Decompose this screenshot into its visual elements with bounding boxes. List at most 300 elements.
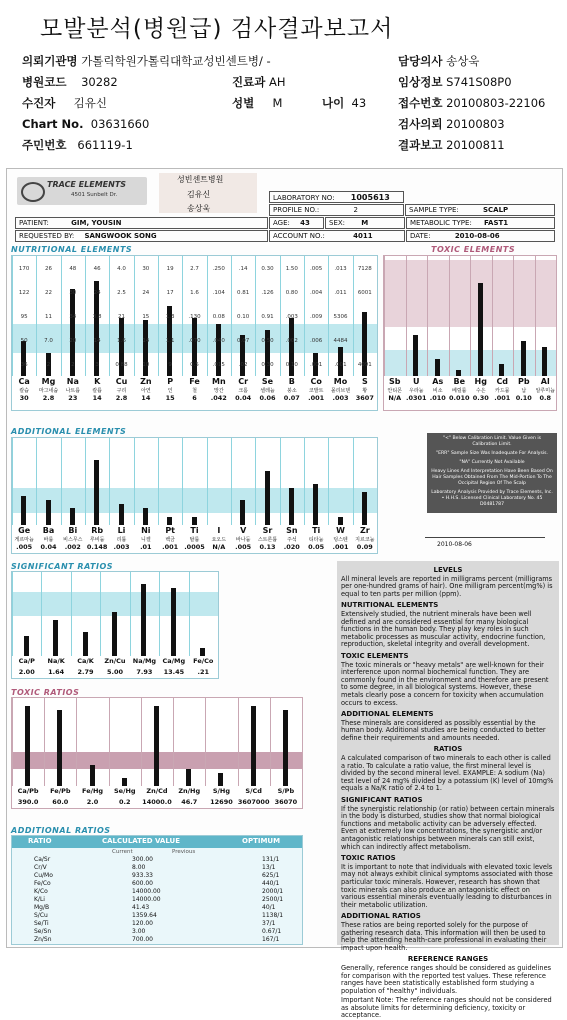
grid-line <box>61 438 62 525</box>
metabolic-box <box>406 217 555 229</box>
tick-label: 11 <box>44 314 52 320</box>
hospital-code-label: 병원코드 <box>22 75 67 89</box>
tox-text: It is important to note that individuals with elevated toxic levels may not always exhibit clinical symptoms associated with those particular toxic minerals. However, research has shown that toxic minerals can also produce an antagonistic effect on various essential minerals eventually leading to disturbances in their metabolic utilization. <box>341 862 553 909</box>
tick-label: 0.50 <box>261 338 274 344</box>
table-cell: 3.00 <box>132 928 146 935</box>
chart-no-label: Chart No. <box>22 117 84 131</box>
value-label: .001 <box>332 543 349 551</box>
value-label: 2.8 <box>115 394 128 402</box>
tick-label: 50 <box>20 338 28 344</box>
grid-line <box>182 438 183 525</box>
value-label: 0.04 <box>235 394 252 402</box>
table-cell: 933.33 <box>132 872 153 879</box>
category-korean-label: 알루미늄 <box>535 388 555 394</box>
grid-line <box>130 572 131 656</box>
addr-heading: ADDITIONAL RATIOS <box>341 912 421 921</box>
value-label: .01 <box>140 543 152 551</box>
age-box <box>269 217 324 229</box>
tick-label: 2.5 <box>117 290 126 296</box>
tick-label: 1.6 <box>190 290 199 296</box>
value-label: 12690 <box>210 798 233 806</box>
table-cell: 2000/1 <box>262 888 284 895</box>
sex-box <box>325 217 405 229</box>
explanation-text <box>337 561 559 1020</box>
grid-line <box>159 572 160 656</box>
category-korean-label: 망간 <box>213 388 224 394</box>
bar <box>46 500 51 525</box>
tick-label: .005 <box>310 266 323 272</box>
category-label: Na <box>66 377 79 386</box>
grid-line <box>427 256 428 376</box>
tick-label: 24 <box>93 290 101 296</box>
tick-label: 2.7 <box>190 266 199 272</box>
category-label: Pt <box>165 526 175 535</box>
category-label: Hg <box>474 377 487 386</box>
tick-label: 34 <box>69 314 77 320</box>
bar <box>338 517 343 525</box>
category-label: Ca/K <box>77 657 94 665</box>
category-korean-label: 카드뮴 <box>495 388 510 394</box>
tick-label: .006 <box>310 338 323 344</box>
tick-label: 14 <box>93 338 101 344</box>
category-label: Zn/Hg <box>178 787 201 795</box>
grid-line <box>280 438 281 525</box>
tick-label: .009 <box>310 314 323 320</box>
report-date-label: 결과보고 <box>398 138 443 152</box>
header-left <box>22 51 352 156</box>
hospital-kr: 성빈센트병원 <box>177 175 224 184</box>
category-korean-label: 붕소 <box>286 388 297 394</box>
bar <box>154 706 159 786</box>
category-label: Na/Mg <box>132 657 157 665</box>
category-label: Bi <box>68 526 78 535</box>
category-korean-label: 인 <box>167 388 173 394</box>
category-korean-label: 게르마늄 <box>14 537 34 543</box>
bar <box>521 341 526 376</box>
bar <box>141 584 146 656</box>
tick-label: .011 <box>334 290 347 296</box>
ratios-heading: RATIOS <box>433 745 463 754</box>
value-label: .005 <box>235 543 252 551</box>
tick-label: .126 <box>261 290 274 296</box>
grid-line <box>449 256 450 376</box>
category-korean-label: 루비듐 <box>89 537 105 543</box>
tick-label: 24 <box>142 290 150 296</box>
category-korean-label: 코발트 <box>308 388 324 394</box>
category-label: As <box>432 377 444 386</box>
value-label: 0.06 <box>259 394 276 402</box>
category-label: U <box>413 377 420 386</box>
category-label: Na/K <box>47 657 65 665</box>
category-label: Mo <box>333 377 348 386</box>
bar <box>21 341 26 376</box>
value-label: 23 <box>68 394 78 402</box>
toxic-title: TOXIC ELEMENTS <box>431 245 516 254</box>
grid-line <box>109 438 110 525</box>
category-label: Se <box>261 377 274 386</box>
tick-label: 1.1 <box>165 338 175 344</box>
tick-label: 0.91 <box>261 314 274 320</box>
doctor-label: 담당의사 <box>398 54 443 68</box>
bar <box>435 359 440 376</box>
requested-label: REQUESTED BY: <box>19 232 75 240</box>
grid-line <box>406 256 407 376</box>
grid-line <box>36 438 37 525</box>
category-label: Fe/Co <box>193 657 214 665</box>
bar <box>200 648 205 656</box>
tick-label: 22 <box>44 290 52 296</box>
hospital-code-value: 30282 <box>81 75 118 89</box>
value-label: 46.7 <box>181 798 198 806</box>
value-label: 390.0 <box>17 798 39 806</box>
nutri-text: Extensively studied, the nutrient minerals have been well defined and are considered essential for many biological functions in the human body. They play key roles in such metabolic processes as muscular activity, endocrine function, reproduction, skeletal integrity and overall development. <box>341 609 546 649</box>
value-label: 3607000 <box>237 798 270 806</box>
value-label: 0.04 <box>40 543 57 551</box>
signature-line <box>425 527 545 538</box>
table-subheader: Current <box>112 849 133 855</box>
grid-line <box>134 438 135 525</box>
tick-label: 1.3 <box>165 314 175 320</box>
tick-label: .001 <box>334 362 347 368</box>
category-label: Ti <box>190 526 199 535</box>
tick-label: 21 <box>117 314 125 320</box>
doctor-value: 송상욱 <box>446 54 480 68</box>
value-label: 2.0 <box>86 798 99 806</box>
category-label: Fe <box>189 377 200 386</box>
bar <box>218 773 223 786</box>
category-label: Mg <box>41 377 56 386</box>
value-label: 6 <box>192 394 197 402</box>
category-label: Sb <box>389 377 401 386</box>
tick-label: .070 <box>188 338 201 344</box>
category-korean-label: 티타늄 <box>308 537 324 543</box>
page-title: 모발분석(병원급) 검사결과보고서 <box>40 16 394 42</box>
toxic-ratios-chart <box>11 697 303 809</box>
table-cell: 0.67/1 <box>262 928 282 935</box>
sample-value: SCALP <box>482 206 509 214</box>
category-label: Fe/Pb <box>50 787 71 795</box>
category-korean-label: 비스무스 <box>63 537 83 543</box>
tick-label: 0.07 <box>237 338 250 344</box>
tick-label: 9 <box>168 362 172 368</box>
table-cell: 1138/1 <box>262 912 284 919</box>
sig-heading: SIGNIFICANT RATIOS <box>341 796 423 805</box>
table-cell: 14000.00 <box>132 896 161 903</box>
table-cell: Zn/Sn <box>34 936 52 943</box>
value-label: 2.79 <box>77 668 94 676</box>
bar <box>171 588 176 656</box>
grid-line <box>85 438 86 525</box>
tick-label: 95 <box>20 314 28 320</box>
tick-label: .040 <box>212 338 225 344</box>
tick-label: 30 <box>69 290 77 296</box>
value-label: .21 <box>197 668 210 676</box>
grid-line <box>470 256 471 376</box>
add-text: These minerals are considered as possibly essential by the human body. Additional studies are being conducted to better define their requirements and amounts needed. <box>341 718 546 742</box>
category-korean-label: 나트륨 <box>65 388 81 394</box>
category-label: Ge <box>18 526 31 535</box>
tick-label: .001 <box>310 362 323 368</box>
account-label: ACCOUNT NO.: <box>273 232 325 240</box>
lab-logo <box>17 177 147 205</box>
bar <box>24 636 29 656</box>
tick-label: 2 <box>71 362 75 368</box>
profile-label: PROFILE NO.: <box>273 206 320 214</box>
grid-line <box>76 698 77 786</box>
bar <box>119 504 124 525</box>
requested-value: SANGWOOK SONG <box>84 232 157 240</box>
value-label: .020 <box>283 543 300 551</box>
tick-label: 6001 <box>357 290 372 296</box>
value-label: N/A <box>212 543 226 551</box>
tick-label: 0.81 <box>237 290 250 296</box>
tick-label: 5306 <box>333 314 348 320</box>
dept-value: AH <box>268 75 286 89</box>
category-label: Ca/Mg <box>162 657 186 665</box>
category-label: S/Hg <box>212 787 231 795</box>
tick-label: 20 <box>69 338 77 344</box>
metabolic-label: METABOLIC TYPE: <box>410 219 472 227</box>
category-label: Al <box>540 377 550 386</box>
value-label: 7.93 <box>136 668 153 676</box>
value-label: .005 <box>16 543 33 551</box>
grid-line <box>158 438 159 525</box>
hospital-label: 의뢰기관명 <box>22 54 78 68</box>
report-date-footer: 2010-08-06 <box>437 541 472 548</box>
range-band <box>12 488 377 513</box>
ref-text: Generally, reference ranges should be considered as guidelines for comparison with the reported test values. These reference ranges have been statistically established form studying a population of "healthy" individuals. <box>341 963 552 995</box>
nutri-heading: NUTRITIONAL ELEMENTS <box>341 601 439 610</box>
grid-line <box>231 438 232 525</box>
category-korean-label: 백금 <box>165 537 175 543</box>
toxic-text: The toxic minerals or "heavy metals" are well-known for their interference upon normal biochemical function. They are commonly found in the environment and therefore are present to some degree, in all biological systems. However, these metals clearly pose a concern for toxicity when accumulation occurs to excess. <box>341 660 549 707</box>
tick-label: .14 <box>238 266 248 272</box>
header-age <box>322 93 366 114</box>
receipt-no-value: 20100803-22106 <box>446 96 546 110</box>
category-label: Ca <box>18 377 30 386</box>
category-label: Cd <box>496 377 509 386</box>
header-right <box>398 51 545 156</box>
value-label: 3607 <box>355 394 374 402</box>
nutritional-chart <box>11 255 378 411</box>
header-mid <box>232 72 286 114</box>
patient-label: 수진자 <box>22 96 56 110</box>
category-korean-label: 탈륨 <box>189 537 200 543</box>
value-label: .001 <box>308 394 325 402</box>
add-ratios-table <box>11 835 303 945</box>
additional-chart <box>11 437 378 554</box>
account-value: 4011 <box>353 232 373 240</box>
category-label: S/Pb <box>277 787 295 795</box>
table-cell: 625/1 <box>262 872 280 879</box>
resident-no-label: 주민번호 <box>22 138 67 152</box>
addr-text: These ratios are being reported solely for the purpose of gathering research data. This information will then be used to help the attending health-care professional in evaluating their impact upon health. <box>341 920 547 952</box>
value-label: 0.05 <box>308 543 325 551</box>
value-label: .0005 <box>184 543 205 551</box>
category-label: P <box>167 377 174 386</box>
bar <box>265 330 270 376</box>
grid-line <box>238 698 239 786</box>
bar <box>90 765 95 786</box>
grid-line <box>173 698 174 786</box>
additional-title: ADDITIONAL ELEMENTS <box>11 427 127 436</box>
value-label: 0.09 <box>356 543 373 551</box>
value-label: .001 <box>162 543 179 551</box>
tick-label: .003 <box>285 314 298 320</box>
bar <box>143 508 148 525</box>
bar <box>21 496 26 525</box>
tick-label: 3 <box>95 362 99 368</box>
levels-heading: LEVELS <box>433 566 463 574</box>
sig-text: If the synergistic relationship (or ratio) between certain minerals in the body is disturbed, studies show that normal biological functions and metabolic activity can be adversely effected. Even at extremely low concentrations, the synergistic and/or antagonistic relationships between minerals can still exist, which can indirectly affect metabolism. <box>341 804 555 851</box>
value-label: 0.010 <box>448 394 470 402</box>
category-label: Be <box>453 377 466 386</box>
category-korean-label: 지르코늄 <box>355 537 375 543</box>
bar <box>251 706 256 786</box>
value-label: .0301 <box>405 394 427 402</box>
sex-label: 성별 <box>232 96 255 110</box>
tox-heading: TOXIC RATIOS <box>341 854 396 863</box>
age-value: 43 <box>351 96 367 110</box>
legend-note: "<" Below Calibration Limit. Value Given is Calibration Limit. <box>442 436 542 447</box>
ratios-text: A calculated comparison of two minerals to each other is called a ratio. To calculate a ratio value, the first mineral level is divided by the second mineral level. EXAMPLE: A sodium (Na) test level of 24 mg% divided by a potassium (K) level of 10mg% equals a Na/K ratio of 2.4 to 1. <box>341 754 554 793</box>
toxic-ratios-title: TOXIC RATIOS <box>11 688 80 697</box>
value-label: N/A <box>388 394 402 402</box>
tick-label: 15 <box>142 314 150 320</box>
legend-note: Laboratory Analysis Provided by Trace Elements, Inc. • H.H.S. Licensed Clinical Laboratory No. 45 D0481787 <box>431 490 553 507</box>
lab-no-box <box>269 191 404 203</box>
tick-label: 0.10 <box>237 314 250 320</box>
tick-label: .002 <box>285 338 298 344</box>
tick-label: 0.10 <box>285 362 298 368</box>
nutritional-title: NUTRITIONAL ELEMENTS <box>11 245 133 254</box>
age-value-en: 43 <box>300 219 310 227</box>
tick-label: 7.0 <box>44 338 53 344</box>
category-label: Rb <box>91 526 104 535</box>
bar <box>456 370 461 376</box>
bar <box>289 488 294 525</box>
table-cell: 1359.64 <box>132 912 157 919</box>
age-label-en: AGE: <box>273 219 290 227</box>
profile-value: 2 <box>353 206 358 214</box>
category-label: Zn/Cd <box>146 787 168 795</box>
table-cell: 14000.00 <box>132 888 161 895</box>
category-korean-label: 구리 <box>116 388 127 394</box>
age-label: 나이 <box>322 96 345 110</box>
category-korean-label: 셀레늄 <box>260 388 275 394</box>
category-korean-label: 안티몬 <box>387 388 402 394</box>
category-label: Ba <box>42 526 55 535</box>
tick-label: 14 <box>142 338 150 344</box>
category-korean-label: 철 <box>192 388 197 394</box>
sex-value-en: M <box>361 219 369 227</box>
dept-label: 진료과 <box>232 75 266 89</box>
tick-label: 170 <box>18 266 30 272</box>
bar <box>122 778 127 786</box>
bar <box>216 324 221 376</box>
tick-label: .02 <box>238 362 248 368</box>
toxic-chart <box>383 255 557 411</box>
value-label: 2.8 <box>42 394 55 402</box>
tick-label: .013 <box>334 266 347 272</box>
value-label: 14 <box>92 394 102 402</box>
bar <box>25 706 30 786</box>
grid-line <box>304 438 305 525</box>
category-korean-label: 크롬 <box>238 388 248 394</box>
tick-label: 1.50 <box>285 266 298 272</box>
sig-ratios-chart <box>11 571 219 679</box>
grid-line <box>44 698 45 786</box>
category-korean-label: 수은 <box>475 388 486 394</box>
value-label: 13.45 <box>163 668 185 676</box>
value-label: 2.00 <box>18 668 35 676</box>
clinical-info-value: S741S08P0 <box>446 75 512 89</box>
category-korean-label: 바나듐 <box>235 537 251 543</box>
bar <box>83 632 88 656</box>
tick-label: 0.88 <box>115 362 128 368</box>
value-label: .001 <box>494 394 511 402</box>
grid-line <box>141 698 142 786</box>
category-korean-label: 비소 <box>432 388 443 394</box>
value-label: .003 <box>113 543 130 551</box>
category-label: Pb <box>517 377 530 386</box>
value-label: 0.2 <box>119 798 131 806</box>
table-col-header: CALCULATED VALUE <box>102 837 181 845</box>
value-label: .003 <box>332 394 349 402</box>
bar <box>265 471 270 525</box>
value-label: 14000.0 <box>142 798 172 806</box>
grid-line <box>207 438 208 525</box>
category-korean-label: 우라늄 <box>409 388 424 394</box>
value-label: .002 <box>64 543 81 551</box>
tick-label: 4484 <box>333 338 348 344</box>
important-note: Important Note: The reference ranges should not be considered as absolute limits for determining deficiency, toxicity or acceptance. <box>341 996 552 1020</box>
date-label: DATE: <box>410 232 431 240</box>
table-cell: 120.00 <box>132 920 153 927</box>
sex-label-en: SEX: <box>329 219 346 227</box>
toxic-heading: TOXIC ELEMENTS <box>341 651 409 660</box>
report-date-value: 20100811 <box>446 138 505 152</box>
tick-label: 48 <box>69 266 77 272</box>
tick-label: 0.80 <box>285 290 298 296</box>
category-label: Zr <box>359 526 370 535</box>
grid-line <box>353 438 354 525</box>
bar <box>186 769 191 786</box>
table-cell: 300.00 <box>132 856 153 863</box>
value-label: 0.148 <box>86 543 108 551</box>
category-korean-label: 바륨 <box>43 537 54 543</box>
category-label: Cu <box>115 377 128 386</box>
category-label: Ti <box>312 526 321 535</box>
table-col-header: OPTIMUM <box>242 837 281 845</box>
category-label: Zn <box>140 377 152 386</box>
grid-line <box>353 256 354 376</box>
lab-no-value: 1005613 <box>350 193 390 202</box>
category-label: Fe/Hg <box>82 787 104 795</box>
category-korean-label: 칼슘 <box>19 388 29 394</box>
tick-label: 30 <box>142 266 150 272</box>
chart-no-value: 03631660 <box>90 117 150 131</box>
tick-label: 10 <box>142 362 150 368</box>
tick-label: 36 <box>20 362 28 368</box>
add-ratios-title: ADDITIONAL RATIOS <box>11 826 111 835</box>
category-korean-label: 주석 <box>286 537 297 543</box>
tick-label: 1.6 <box>117 338 126 344</box>
value-label: 14 <box>141 394 151 402</box>
value-label: 0.07 <box>283 394 300 402</box>
tick-label: 46 <box>93 266 101 272</box>
table-cell: Mg/B <box>34 904 50 911</box>
